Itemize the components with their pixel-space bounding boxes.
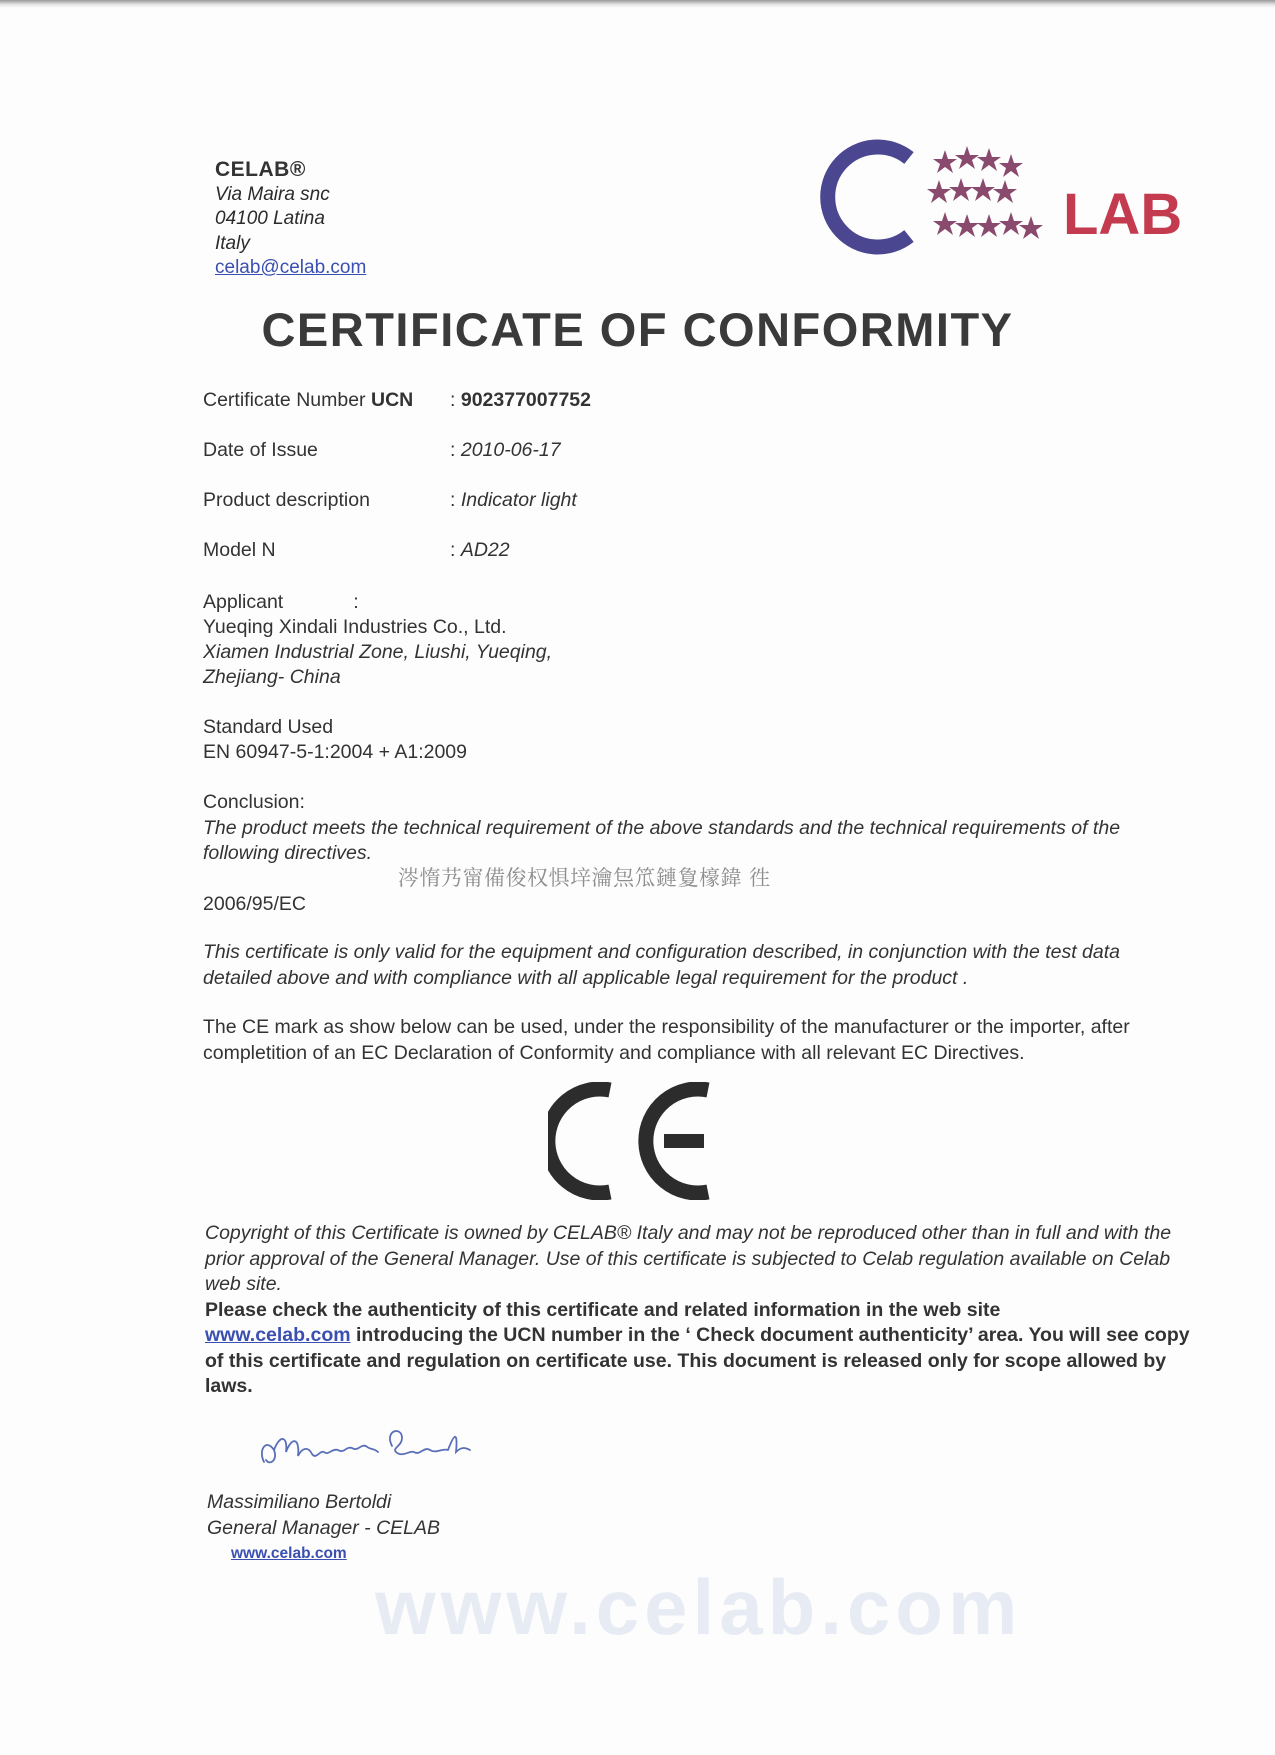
conclusion-block: [203, 790, 1163, 867]
date-of-issue-value: 2010-06-17: [460, 439, 561, 461]
issuer-email-link[interactable]: celab@celab.com: [215, 257, 367, 278]
validity-note: [203, 940, 1163, 991]
model-label: Model N: [203, 539, 276, 561]
celab-website-link[interactable]: www.celab.com: [205, 1324, 351, 1346]
product-description-label: Product description: [203, 489, 370, 511]
field-value: : 2010-06-17: [450, 439, 561, 461]
copyright-text: Copyright of this Certificate is owned by CELAB® Italy and may not be reproduced other than in full and with the prior approval of the General Manager. Use of this certificate is subjected to Celab regulation available on Celab web site.: [205, 1222, 1172, 1295]
signatory-title: General Manager - CELAB: [207, 1516, 441, 1539]
watermark: www.celab.com: [375, 1563, 1023, 1651]
page-title: CERTIFICATE OF CONFORMITY: [261, 303, 1014, 356]
certificate-number-label: Certificate Number: [203, 389, 366, 411]
authenticity-instructions: introducing the UCN number in the ‘ Check document authenticity’ area. You will see copy of this certificate and regulation on certificate use. This document is released only for scope allowed by laws.: [205, 1324, 1190, 1397]
applicant-address-line2: Zhejiang- China: [203, 666, 341, 688]
field-label: [203, 389, 413, 412]
ce-mark-icon: [548, 1082, 718, 1200]
issuer-city: 04100 Latina: [215, 208, 325, 229]
ucn-label: UCN: [370, 389, 414, 411]
issuer-address: [215, 158, 366, 281]
conclusion-label: Conclusion:: [203, 791, 305, 813]
applicant-block: Applicant : Yueqing Xindali Industries Co., Ltd. Xiamen Industrial Zone, Liushi, Yueqing, Zhejiang- China: [203, 591, 553, 688]
applicant-name: Yueqing Xindali Industries Co., Ltd.: [203, 616, 507, 638]
ce-note-text: The CE mark as show below can be used, under the responsibility of the manufacturer or the importer, after completition of an EC Declaration of Conformity and compliance with all relevant EC Directives.: [203, 1016, 1130, 1064]
certificate-number-value: 902377007752: [460, 389, 591, 411]
applicant-label: Applicant: [203, 591, 284, 613]
issuer-name: CELAB®: [215, 158, 306, 181]
copyright-block: [205, 1221, 1190, 1400]
issuer-country: Italy: [215, 232, 250, 254]
signatory-name: Massimiliano Bertoldi: [207, 1491, 392, 1513]
overlay-garbled-text: 涔惰艿甯備俊权惧垶瀹炰笟鏈夐檺鍏 徃: [398, 866, 771, 890]
product-description-value: Indicator light: [460, 489, 577, 511]
scan-edge: [0, 0, 1275, 8]
field-value: : Indicator light: [450, 489, 577, 511]
standard-label: Standard Used: [203, 716, 334, 738]
date-of-issue-label: Date of Issue: [203, 439, 318, 461]
issuer-street: Via Maira snc: [215, 183, 330, 205]
celab-stars-logo-icon: [828, 146, 1043, 247]
model-value: AD22: [460, 539, 510, 561]
ce-note: [203, 1015, 1178, 1066]
celab-logo: [805, 136, 1195, 260]
signature-block: [207, 1490, 440, 1567]
standard-value: EN 60947-5-1:2004 + A1:2009: [203, 741, 468, 763]
logo-lab-text: LAB: [1063, 182, 1183, 247]
handwritten-signature: [252, 1410, 512, 1482]
conclusion-text: The product meets the technical requirement of the above standards and the technical requirements of the following directives.: [203, 816, 1121, 864]
authenticity-text: [205, 1298, 1190, 1400]
signature-website-link[interactable]: www.celab.com: [231, 1545, 347, 1562]
field-value: : 902377007752: [450, 389, 591, 411]
applicant-address-line1: Xiamen Industrial Zone, Liushi, Yueqing,: [203, 641, 553, 663]
authenticity-intro: Please check the authenticity of this certificate and related information in the web site: [205, 1298, 1001, 1321]
field-value: : AD22: [450, 539, 510, 561]
directive-value: 2006/95/EC: [203, 893, 306, 915]
standard-block: [203, 715, 467, 765]
validity-note-text: This certificate is only valid for the equipment and configuration described, in conjunction with the test data detailed above and with compliance with all applicable legal requirement for the product .: [203, 941, 1121, 989]
